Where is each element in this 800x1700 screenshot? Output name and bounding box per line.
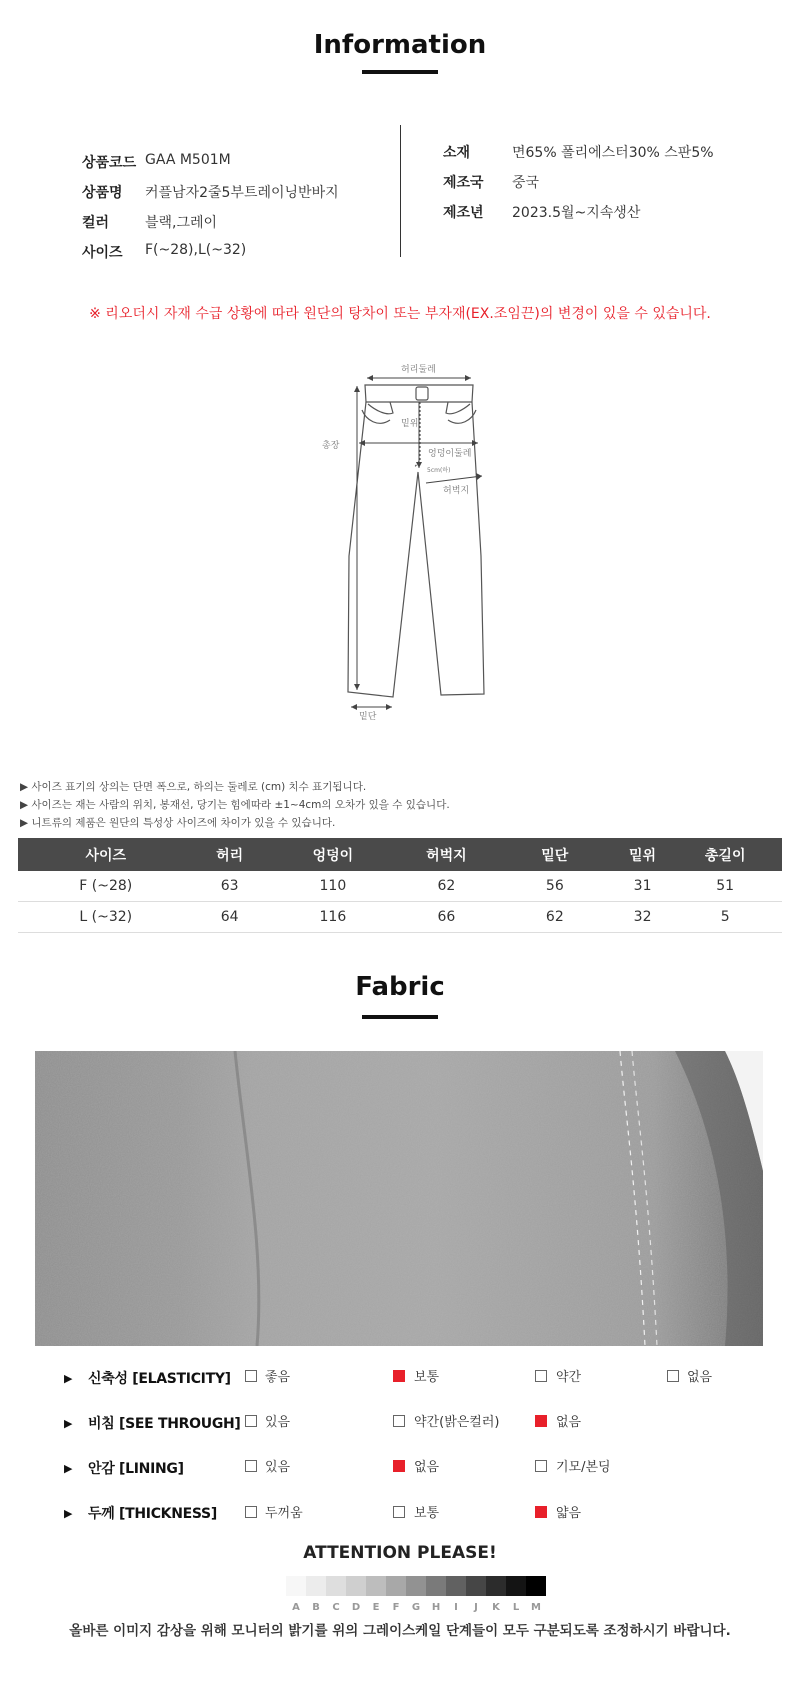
checkbox[interactable] [393,1506,405,1518]
grayscale-letter: J [474,1602,478,1613]
grayscale-letter: K [492,1602,500,1613]
table-cell: F (~28) [18,871,194,902]
grayscale-letter: B [312,1602,320,1613]
size-table-header-cell: 엉덩이 [266,838,400,871]
size-table [18,838,782,933]
info-value: 블랙,그레이 [145,215,218,231]
grayscale-letter: A [292,1602,300,1613]
bullet-arrow-icon: ▶ [64,1417,73,1430]
size-note: ▶ 사이즈는 재는 사람의 위치, 봉재선, 당기는 힘에따라 ±1~4cm의 오차가 있을 수 있습니다. [20,799,450,811]
size-table-header-cell: 허벅지 [400,838,493,871]
table-cell: 56 [493,871,617,902]
table-cell: 66 [400,902,493,933]
attention-message: 올바른 이미지 감상을 위해 모니터의 밝기를 위의 그레이스케일 단계들이 모두 구분되도록 조정하시기 바랍니다. [69,1623,731,1639]
grayscale-letters [286,1602,546,1613]
grayscale-swatch [346,1576,366,1596]
info-label: 컬러 [82,215,110,231]
option-label: 좋음 [265,1370,291,1385]
table-cell: 31 [617,871,669,902]
grayscale-letter: L [512,1602,520,1613]
bullet-arrow-icon: ▶ [64,1507,73,1520]
option-label: 기모/본딩 [556,1460,611,1475]
option-label: 보통 [414,1506,440,1521]
size-table-header-cell: 허리 [194,838,266,871]
option-label: 없음 [414,1460,440,1475]
info-label: 소재 [443,145,471,161]
table-cell: 5 [668,902,782,933]
pants-size-diagram [315,355,505,725]
diagram-waist-label: 허리둘레 [401,365,436,375]
option-label: 보통 [414,1370,440,1385]
option-label: 두꺼움 [265,1506,303,1521]
reorder-notice: ※ 리오더시 자재 수급 상황에 따라 원단의 탕차이 또는 부자재(EX.조임끈)의 변경이 있을 수 있습니다. [89,306,711,322]
checkbox[interactable] [393,1460,405,1472]
size-table-header-cell: 밑위 [617,838,669,871]
checkbox[interactable] [535,1506,547,1518]
option-label: 있음 [265,1460,291,1475]
info-value: 면65% 폴리에스터30% 스판5% [512,145,714,161]
grayscale-swatch [366,1576,386,1596]
size-table-header [18,838,782,871]
table-cell: 62 [493,902,617,933]
size-table-header-cell: 총길이 [668,838,782,871]
attention-title: ATTENTION PLEASE! [303,1543,497,1563]
checkbox[interactable] [667,1370,679,1382]
checkbox[interactable] [535,1370,547,1382]
info-label: 상품코드 [82,155,137,171]
table-cell: 63 [194,871,266,902]
table-cell: L (~32) [18,902,194,933]
option-label: 있음 [265,1415,291,1430]
size-note: ▶ 니트류의 제품은 원단의 특성상 사이즈에 차이가 있을 수 있습니다. [20,817,336,829]
diagram-crotch-offset-label: 5cm(하) [427,467,451,474]
information-title: Information [313,30,487,60]
fabric-photo [35,1051,763,1346]
info-value: 중국 [512,175,540,191]
option-label: 없음 [687,1370,713,1385]
checkbox[interactable] [245,1506,257,1518]
option-label: 약간(밝은컬러) [414,1415,500,1430]
size-note: ▶ 사이즈 표기의 상의는 단면 폭으로, 하의는 둘레로 (cm) 치수 표기됩니다. [20,781,367,793]
checkbox[interactable] [393,1415,405,1427]
diagram-thigh-label: 허벅지 [443,486,470,496]
diagram-hem-label: 밑단 [359,712,377,722]
fabric-property-label: 신축성 [ELASTICITY] [88,1371,231,1387]
info-label: 제조년 [443,205,484,221]
table-row [18,871,782,902]
info-value: GAA M501M [145,152,231,168]
table-cell: 32 [617,902,669,933]
diagram-rise-label: 밑위 [401,419,419,429]
fabric-property-label: 안감 [LINING] [88,1461,184,1477]
info-divider [400,125,401,257]
grayscale-swatch [506,1576,526,1596]
grayscale-letter: D [351,1602,361,1613]
grayscale-letter: I [454,1602,458,1613]
table-cell: 62 [400,871,493,902]
grayscale-letter: E [372,1602,380,1613]
grayscale-swatch [286,1576,306,1596]
table-cell: 116 [266,902,400,933]
grayscale-bar [286,1576,546,1596]
title-underline [362,70,438,74]
grayscale-letter: H [431,1602,441,1613]
grayscale-swatch [306,1576,326,1596]
option-label: 약간 [556,1370,582,1385]
checkbox[interactable] [535,1415,547,1427]
checkbox[interactable] [535,1460,547,1472]
title-underline [362,1015,438,1019]
grayscale-swatch [426,1576,446,1596]
diagram-hip-label: 엉덩이둘레 [428,449,472,459]
size-table-header-cell: 사이즈 [18,838,194,871]
table-row [18,902,782,933]
info-label: 제조국 [443,175,484,191]
checkbox[interactable] [245,1415,257,1427]
size-table-header-cell: 밑단 [493,838,617,871]
grayscale-swatch [406,1576,426,1596]
checkbox[interactable] [393,1370,405,1382]
grayscale-swatch [466,1576,486,1596]
option-label: 없음 [556,1415,582,1430]
table-cell: 64 [194,902,266,933]
diagram-length-label: 총장 [322,441,340,451]
grayscale-letter: G [411,1602,421,1613]
grayscale-swatch [446,1576,466,1596]
table-cell: 110 [266,871,400,902]
checkbox[interactable] [245,1370,257,1382]
grayscale-letter: C [332,1602,340,1613]
info-value: F(~28),L(~32) [145,242,247,258]
table-cell: 51 [668,871,782,902]
grayscale-swatch [486,1576,506,1596]
info-label: 사이즈 [82,245,123,261]
grayscale-letter: F [392,1602,400,1613]
info-value: 2023.5월~지속생산 [512,205,641,221]
fabric-title: Fabric [355,972,445,1002]
bullet-arrow-icon: ▶ [64,1462,73,1475]
fabric-property-label: 비침 [SEE THROUGH] [88,1416,241,1432]
grayscale-letter: M [531,1602,541,1613]
bullet-arrow-icon: ▶ [64,1372,73,1385]
grayscale-swatch [326,1576,346,1596]
checkbox[interactable] [245,1460,257,1472]
option-label: 얇음 [556,1506,582,1521]
info-label: 상품명 [82,185,123,201]
grayscale-swatch [526,1576,546,1596]
grayscale-swatch [386,1576,406,1596]
fabric-property-label: 두께 [THICKNESS] [88,1506,217,1522]
info-value: 커플남자2줄5부트레이닝반바지 [145,185,339,201]
